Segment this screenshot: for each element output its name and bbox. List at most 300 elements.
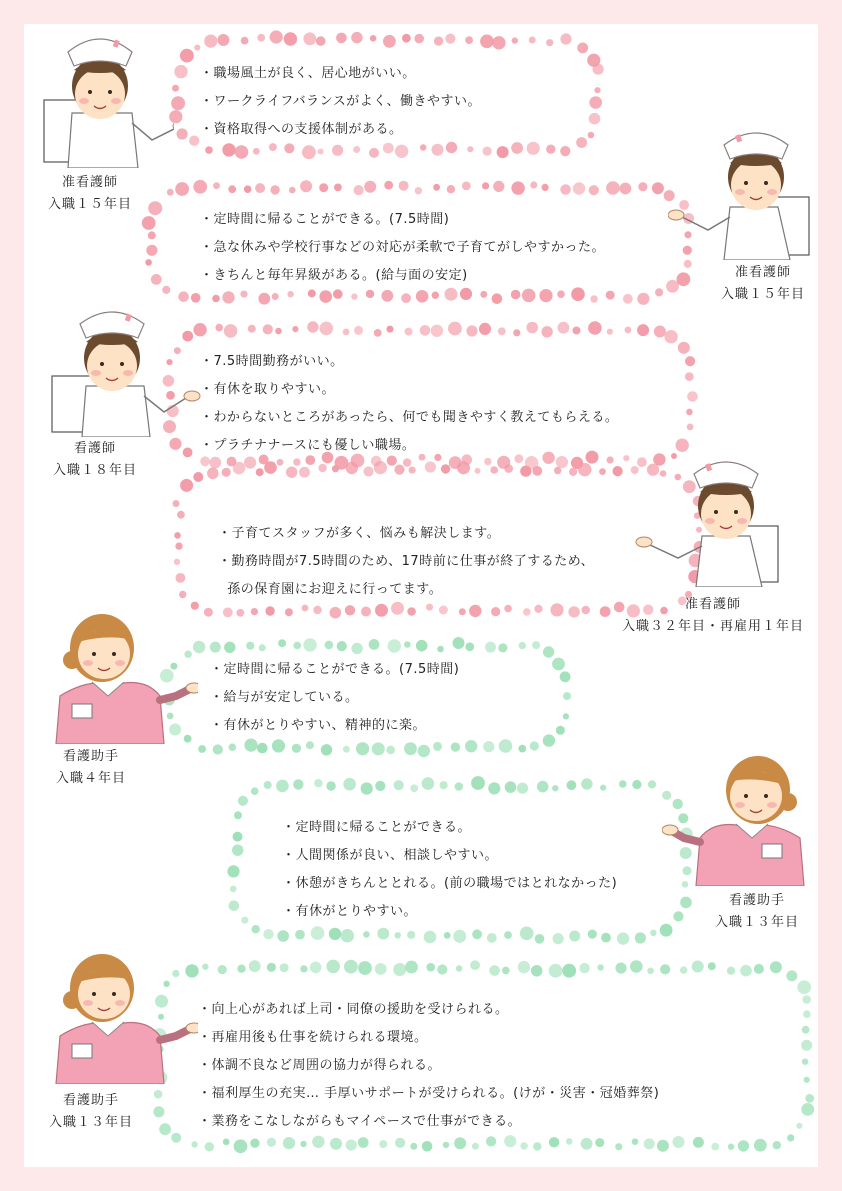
frame-dot: [414, 34, 424, 44]
frame-dot: [676, 439, 689, 452]
frame-dot: [568, 606, 579, 617]
frame-dot: [346, 462, 358, 474]
frame-dot: [557, 290, 565, 298]
frame-dot: [600, 785, 606, 791]
frame-dot: [302, 145, 316, 159]
frame-dot: [251, 787, 259, 795]
speaker-role: 准看護師: [734, 265, 791, 280]
frame-dot: [236, 609, 244, 617]
testimonial-line: ・業務をこなしながらもマイペースで仕事ができる。: [198, 1114, 522, 1129]
frame-dot: [433, 742, 442, 751]
frame-dot: [407, 931, 415, 939]
frame-dot: [204, 35, 217, 48]
frame-dot: [358, 961, 372, 975]
frame-dot: [325, 641, 334, 650]
frame-dot: [277, 930, 289, 942]
frame-dot: [264, 781, 272, 789]
frame-dot: [511, 142, 523, 154]
frame-dot: [258, 293, 270, 305]
frame-dot: [426, 963, 435, 972]
frame-dot: [246, 642, 254, 650]
frame-dot: [306, 741, 314, 749]
nurse-icon: [634, 452, 784, 587]
frame-dot: [589, 96, 602, 109]
frame-dot: [573, 327, 581, 335]
frame-dot: [318, 464, 326, 472]
frame-dot: [803, 1010, 811, 1018]
frame-dot: [300, 965, 307, 972]
frame-dot: [179, 591, 186, 598]
frame-dot: [343, 746, 350, 753]
frame-dot: [504, 931, 512, 939]
testimonial-line: ・休憩がきちんととれる。(前の職場ではとれなかった): [282, 876, 618, 891]
frame-dot: [363, 466, 373, 476]
speaker-role: 看護師: [73, 441, 116, 456]
speaker-tenure: 入職４年目: [55, 771, 126, 786]
frame-dot: [796, 1123, 802, 1129]
frame-dot: [648, 780, 656, 788]
testimonial-line: ・給与が安定している。: [210, 690, 359, 705]
frame-dot: [229, 743, 237, 751]
frame-dot: [447, 185, 455, 193]
frame-dot: [270, 185, 279, 194]
frame-dot: [159, 1123, 171, 1135]
frame-dot: [802, 995, 811, 1004]
frame-dot: [191, 1141, 197, 1147]
frame-dot: [617, 932, 629, 944]
frame-dot: [422, 1141, 433, 1152]
frame-dot: [405, 961, 418, 974]
testimonial-line: ・体調不良など周囲の協力が得られる。: [198, 1058, 442, 1073]
testimonial-line: ・向上心があれば上司・同僚の援助を受けられる。: [198, 1002, 509, 1017]
frame-dot: [252, 925, 260, 933]
frame-dot: [470, 960, 480, 970]
frame-dot: [504, 1135, 516, 1147]
frame-dot: [486, 1136, 496, 1146]
nurse-icon: [44, 302, 204, 437]
frame-dot: [440, 781, 448, 789]
frame-dot: [552, 658, 565, 671]
frame-dot: [491, 607, 500, 616]
frame-dot: [535, 934, 545, 944]
frame-dot: [293, 642, 301, 650]
frame-dot: [326, 781, 335, 790]
frame-dot: [276, 780, 289, 793]
frame-dot: [180, 479, 193, 492]
frame-dot: [530, 741, 539, 750]
frame-dot: [437, 646, 444, 653]
frame-dot: [581, 778, 592, 789]
frame-dot: [353, 146, 360, 153]
frame-dot: [420, 144, 426, 150]
frame-dot: [480, 35, 494, 49]
frame-dot: [678, 342, 690, 354]
frame-dot: [505, 781, 517, 793]
frame-dot: [215, 324, 223, 332]
frame-dot: [504, 464, 513, 473]
frame-dot: [504, 605, 512, 613]
frame-dot: [502, 967, 510, 975]
speaker-caption: [26, 1090, 156, 1134]
frame-dot: [638, 182, 647, 191]
speaker-caption: [608, 594, 818, 638]
frame-dot: [333, 289, 343, 299]
frame-dot: [444, 932, 451, 939]
frame-dot: [299, 467, 310, 478]
frame-dot: [409, 467, 416, 474]
frame-dot: [404, 742, 417, 755]
frame-dot: [595, 1138, 604, 1147]
frame-dot: [560, 671, 571, 682]
frame-dot: [437, 964, 447, 974]
frame-dot: [213, 182, 220, 189]
frame-dot: [381, 290, 393, 302]
frame-dot: [563, 692, 571, 700]
frame-dot: [531, 965, 543, 977]
frame-dot: [664, 330, 677, 343]
frame-dot: [637, 293, 649, 305]
frame-dot: [244, 185, 252, 193]
frame-dot: [578, 463, 591, 476]
frame-dot: [673, 911, 683, 921]
frame-dot: [588, 321, 602, 335]
testimonial-line: ・勤務時間が7.5時間のため、17時前に仕事が終了するため、: [218, 554, 595, 569]
frame-dot: [375, 604, 388, 617]
frame-dot: [770, 961, 782, 973]
frame-dot: [483, 147, 492, 156]
frame-dot: [462, 182, 471, 191]
frame-dot: [543, 646, 554, 657]
frame-dot: [241, 917, 248, 924]
frame-dot: [280, 963, 289, 972]
frame-dot: [263, 929, 273, 939]
frame-dot: [655, 288, 663, 296]
frame-dot: [393, 963, 406, 976]
speaker-tenure: 入職１５年目: [720, 287, 805, 302]
testimonial-line: ・福利厚生の充実… 手厚いサポートが受けられる。(けが・災害・冠婚葬祭): [198, 1086, 660, 1101]
speaker-tenure: 入職１５年目: [47, 197, 132, 212]
frame-dot: [399, 181, 409, 191]
frame-dot: [358, 1137, 369, 1148]
frame-dot: [804, 1077, 810, 1083]
frame-dot: [606, 181, 620, 195]
frame-dot: [222, 291, 234, 303]
frame-dot: [773, 1141, 781, 1149]
frame-dot: [285, 608, 293, 616]
frame-dot: [229, 900, 240, 911]
frame-dot: [418, 745, 430, 757]
frame-dot: [599, 468, 606, 475]
speaker-role: 准看護師: [684, 597, 741, 612]
frame-dot: [295, 930, 305, 940]
speaker-role: 看護助手: [62, 1093, 119, 1108]
frame-dot: [801, 1103, 814, 1116]
frame-dot: [193, 472, 203, 482]
frame-dot: [235, 145, 249, 159]
frame-dot: [680, 966, 687, 973]
frame-dot: [244, 739, 257, 752]
speech-bubble: [140, 178, 700, 306]
frame-dot: [148, 231, 156, 239]
frame-dot: [330, 1138, 342, 1150]
frame-dot: [532, 466, 542, 476]
testimonial-line: ・急な休みや学校行事などの対応が柔軟で子育てがしやすかった。: [200, 240, 606, 255]
frame-dot: [395, 145, 408, 158]
frame-dot: [562, 964, 576, 978]
frame-dot: [549, 964, 563, 978]
frame-dot: [738, 1140, 749, 1151]
frame-dot: [337, 641, 347, 651]
frame-dot: [728, 1144, 734, 1150]
frame-dot: [472, 1143, 479, 1150]
frame-dot: [383, 143, 394, 154]
testimonial-line: ・有休がとりやすい。: [282, 904, 418, 919]
speaker-caption: [698, 262, 828, 306]
frame-dot: [685, 356, 695, 366]
frame-dot: [238, 796, 248, 806]
frame-dot: [465, 642, 474, 651]
frame-dot: [465, 740, 477, 752]
frame-dot: [251, 608, 258, 615]
speaker-tenure: 入職１３年目: [48, 1115, 133, 1130]
frame-dot: [241, 37, 249, 45]
frame-dot: [326, 960, 340, 974]
frame-dot: [330, 607, 342, 619]
frame-dot: [529, 37, 536, 44]
frame-dot: [383, 35, 396, 48]
frame-dot: [511, 181, 524, 194]
frame-dot: [259, 644, 266, 651]
frame-dot: [162, 286, 170, 294]
frame-dot: [581, 1138, 593, 1150]
frame-dot: [267, 1138, 276, 1147]
testimonial-line: ・人間関係が良い、相談しやすい。: [282, 848, 499, 863]
frame-dot: [489, 965, 500, 976]
speaker-caption: [692, 890, 822, 934]
frame-dot: [469, 605, 481, 617]
frame-dot: [519, 642, 526, 649]
frame-dot: [351, 32, 362, 43]
frame-dot: [300, 180, 312, 192]
frame-dot: [213, 744, 223, 754]
frame-dot: [593, 64, 604, 75]
testimonial-line: ・プラチナナースにも優しい職場。: [200, 438, 416, 453]
frame-dot: [632, 780, 641, 789]
frame-dot: [530, 181, 537, 188]
frame-dot: [178, 291, 189, 302]
frame-dot: [652, 182, 664, 194]
frame-dot: [635, 932, 646, 943]
frame-dot: [480, 291, 487, 298]
frame-dot: [272, 739, 285, 752]
frame-dot: [520, 927, 534, 941]
frame-dot: [472, 929, 482, 939]
frame-dot: [174, 65, 187, 78]
frame-dot: [292, 744, 301, 753]
frame-dot: [680, 897, 692, 909]
frame-dot: [597, 964, 603, 970]
frame-dot: [455, 782, 464, 791]
frame-dot: [657, 1140, 669, 1152]
frame-dot: [374, 461, 387, 474]
frame-dot: [439, 606, 448, 615]
frame-dot: [278, 639, 286, 647]
frame-dot: [142, 216, 156, 230]
frame-dot: [454, 1137, 466, 1149]
frame-dot: [422, 777, 435, 790]
frame-dot: [410, 784, 418, 792]
frame-dot: [581, 606, 590, 615]
frame-dot: [407, 607, 416, 616]
frame-dot: [321, 744, 332, 755]
frame-dot: [479, 323, 491, 335]
frame-dot: [577, 43, 588, 54]
frame-dot: [210, 642, 221, 653]
frame-dot: [475, 468, 481, 474]
frame-dot: [532, 641, 540, 649]
frame-dot: [660, 924, 673, 937]
frame-dot: [224, 324, 238, 338]
frame-dot: [727, 967, 735, 975]
frame-dot: [518, 961, 530, 973]
frame-dot: [492, 36, 505, 49]
frame-dot: [467, 146, 473, 152]
frame-dot: [386, 746, 395, 755]
frame-dot: [673, 1136, 685, 1148]
frame-dot: [569, 468, 577, 476]
frame-dot: [740, 965, 752, 977]
frame-dot: [569, 931, 580, 942]
frame-dot: [256, 468, 264, 476]
frame-dot: [445, 34, 455, 44]
frame-dot: [523, 608, 531, 616]
frame-dot: [512, 37, 518, 43]
frame-dot: [375, 963, 387, 975]
frame-dot: [205, 146, 213, 154]
speaker-role: 看護助手: [62, 749, 119, 764]
frame-dot: [517, 783, 528, 794]
frame-dot: [550, 603, 563, 616]
frame-dot: [802, 1059, 808, 1065]
frame-dot: [146, 245, 157, 256]
frame-dot: [311, 926, 325, 940]
frame-dot: [448, 322, 462, 336]
frame-dot: [693, 1137, 704, 1148]
frame-dot: [457, 461, 470, 474]
frame-dot: [560, 33, 571, 44]
frame-dot: [394, 780, 404, 790]
frame-dot: [375, 781, 385, 791]
frame-dot: [318, 149, 324, 155]
frame-dot: [354, 185, 364, 195]
frame-dot: [451, 742, 460, 751]
speaker-role: 看護助手: [728, 893, 785, 908]
frame-dot: [198, 745, 206, 753]
frame-dot: [522, 289, 536, 303]
frame-dot: [588, 132, 595, 139]
frame-dot: [493, 181, 504, 192]
frame-dot: [265, 606, 274, 615]
frame-dot: [498, 327, 506, 335]
frame-dot: [434, 36, 443, 45]
speaker-tenure: 入職３２年目・再雇用１年目: [621, 619, 804, 634]
frame-dot: [497, 146, 509, 158]
frame-dot: [687, 424, 694, 431]
testimonial-line: ・定時間に帰ることができる。: [282, 820, 472, 835]
frame-dot: [171, 1133, 181, 1143]
frame-dot: [249, 960, 261, 972]
frame-dot: [613, 466, 623, 476]
testimonial-line: ・子育てスタッフが多く、悩みも解決します。: [218, 526, 501, 541]
frame-dot: [193, 180, 207, 194]
frame-dot: [560, 184, 571, 195]
frame-dot: [283, 1137, 295, 1149]
frame-dot: [425, 461, 436, 472]
speech-bubble: [150, 958, 818, 1154]
frame-dot: [395, 1138, 405, 1148]
frame-dot: [387, 326, 394, 333]
frame-dot: [293, 779, 303, 789]
testimonial-line: ・有休がとりやすい、精神的に楽。: [210, 718, 427, 733]
frame-dot: [300, 1141, 306, 1147]
frame-dot: [607, 329, 613, 335]
frame-dot: [207, 468, 219, 480]
speech-bubble: [160, 320, 700, 470]
frame-dot: [189, 136, 199, 146]
frame-dot: [556, 726, 565, 735]
frame-dot: [619, 780, 627, 788]
frame-dot: [183, 448, 193, 458]
frame-dot: [366, 290, 374, 298]
frame-dot: [320, 322, 334, 336]
frame-dot: [543, 734, 555, 746]
frame-dot: [388, 639, 401, 652]
frame-dot: [420, 325, 431, 336]
frame-dot: [312, 1136, 324, 1148]
frame-dot: [431, 325, 443, 337]
frame-dot: [499, 739, 513, 753]
frame-dot: [233, 462, 246, 475]
frame-dot: [361, 607, 371, 617]
frame-dot: [310, 962, 322, 974]
frame-dot: [292, 326, 298, 332]
frame-dot: [205, 1142, 214, 1151]
frame-dot: [415, 187, 422, 194]
frame-dot: [227, 865, 239, 877]
frame-dot: [395, 932, 401, 938]
frame-dot: [465, 36, 473, 44]
frame-dot: [374, 329, 382, 337]
frame-dot: [303, 32, 316, 45]
speech-bubble: [158, 636, 578, 758]
frame-dot: [647, 968, 654, 975]
frame-dot: [410, 1143, 417, 1150]
frame-dot: [537, 781, 549, 793]
frame-dot: [692, 961, 704, 973]
frame-dot: [169, 438, 181, 450]
frame-dot: [303, 638, 316, 651]
nurse-icon: [668, 125, 818, 260]
frame-dot: [527, 142, 540, 155]
frame-dot: [173, 500, 180, 507]
testimonial-line: ・定時間に帰ることができる。(7.5時間): [210, 662, 460, 677]
frame-dot: [546, 145, 555, 154]
frame-dot: [250, 1139, 259, 1148]
testimonial-line: ・資格取得への支援体制がある。: [200, 122, 403, 137]
frame-dot: [401, 293, 411, 303]
frame-dot: [620, 183, 632, 195]
frame-dot: [402, 34, 411, 43]
